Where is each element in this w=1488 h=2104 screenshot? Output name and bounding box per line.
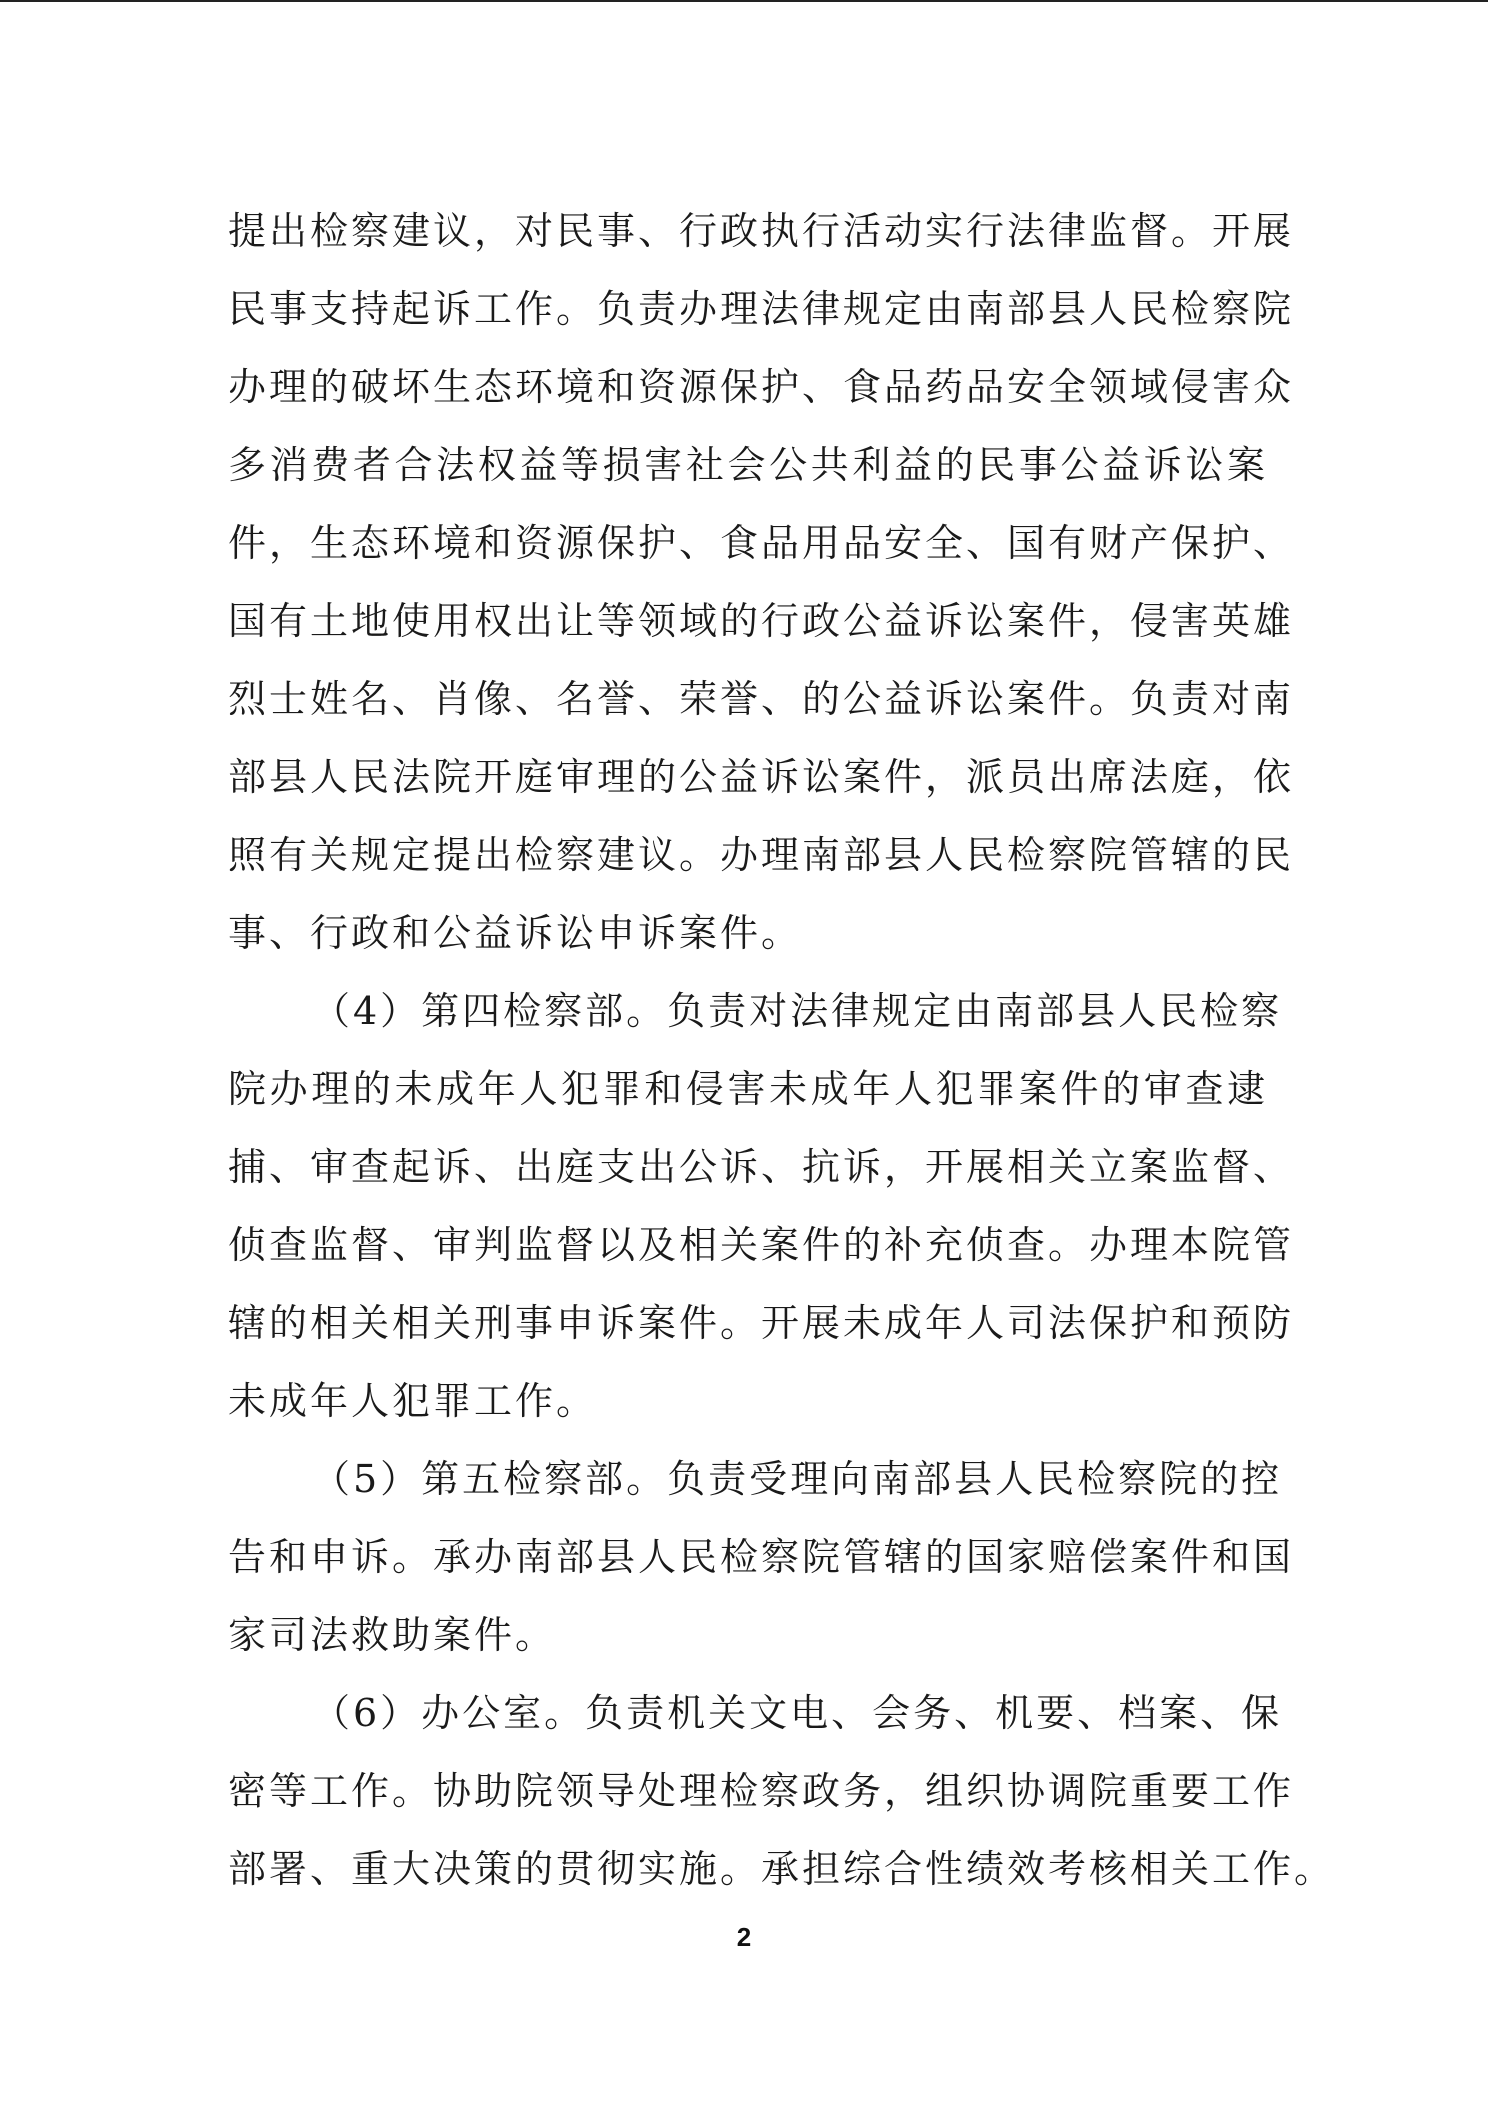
text-line: 密等工作。协助院领导处理检察政务，组织协调院重要工作 [228, 1769, 1295, 1813]
text-line: 国有土地使用权出让等领域的行政公益诉讼案件，侵害英雄 [228, 599, 1295, 643]
text-line: 院办理的未成年人犯罪和侵害未成年人犯罪案件的审查逮 [228, 1067, 1268, 1111]
text-line: （6）办公室。负责机关文电、会务、机要、档案、保 [312, 1691, 1283, 1735]
text-line: 部县人民法院开庭审理的公益诉讼案件，派员出席法庭，依 [228, 755, 1295, 799]
paragraph-item-4 [228, 972, 1295, 1440]
text-line: 辖的相关相关刑事申诉案件。开展未成年人司法保护和预防 [228, 1301, 1295, 1345]
text-line: 侦查监督、审判监督以及相关案件的补充侦查。办理本院管 [228, 1223, 1295, 1267]
text-line: 告和申诉。承办南部县人民检察院管辖的国家赔偿案件和国 [228, 1535, 1295, 1579]
text-line: 民事支持起诉工作。负责办理法律规定由南部县人民检察院 [228, 287, 1295, 331]
text-line: 事、行政和公益诉讼申诉案件。 [228, 911, 803, 955]
body-text [228, 192, 1336, 1908]
text-line: 未成年人犯罪工作。 [228, 1379, 598, 1423]
text-line: （5）第五检察部。负责受理向南部县人民检察院的控 [312, 1457, 1283, 1501]
text-line: 部署、重大决策的贯彻实施。承担综合性绩效考核相关工作。 [228, 1847, 1336, 1891]
text-line: 多消费者合法权益等损害社会公共利益的民事公益诉讼案 [228, 443, 1268, 487]
text-line: 件，生态环境和资源保护、食品用品安全、国有财产保护、 [228, 521, 1295, 565]
text-line: 照有关规定提出检察建议。办理南部县人民检察院管辖的民 [228, 833, 1295, 877]
paragraph-item-6 [228, 1674, 1336, 1908]
text-line: 家司法救助案件。 [228, 1613, 557, 1657]
text-line: 捕、审查起诉、出庭支出公诉、抗诉，开展相关立案监督、 [228, 1145, 1295, 1189]
paragraph-item-5 [228, 1440, 1295, 1674]
paragraph-continuation [228, 192, 1295, 972]
text-line: 提出检察建议，对民事、行政执行活动实行法律监督。开展 [228, 209, 1295, 253]
page-number: 2 [736, 1922, 752, 1952]
text-line: 烈士姓名、肖像、名誉、荣誉、的公益诉讼案件。负责对南 [228, 677, 1295, 721]
text-line: （4）第四检察部。负责对法律规定由南部县人民检察 [312, 989, 1283, 1033]
text-line: 办理的破坏生态环境和资源保护、食品药品安全领域侵害众 [228, 365, 1295, 409]
